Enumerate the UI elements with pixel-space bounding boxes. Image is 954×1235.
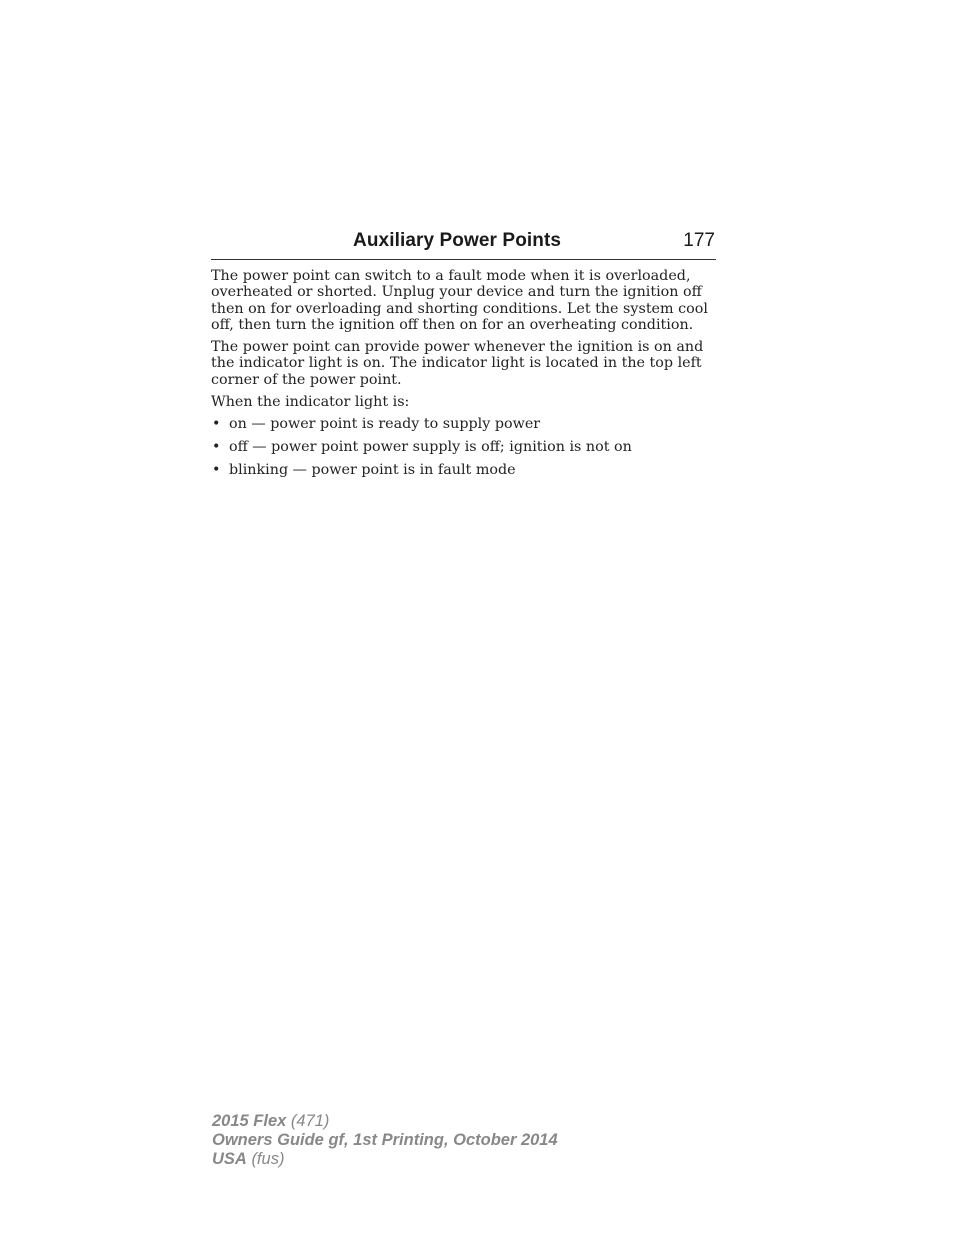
list-item-text: on — power point is ready to supply power	[229, 416, 541, 433]
footer-model-line	[212, 1112, 558, 1131]
list-item-text: blinking — power point is in fault mode	[229, 461, 516, 478]
footer-model: 2015 Flex	[212, 1112, 287, 1130]
indicator-state-list	[211, 416, 721, 477]
paragraph-power-availability: The power point can provide power whenever the ignition is on and the indicator light is on. The indicator light is located in the top left corner of the power point.	[211, 339, 704, 388]
section-title: Auxiliary Power Points	[353, 230, 562, 251]
bullet-icon: •	[212, 416, 221, 433]
footer-guide-edition: Owners Guide gf, 1st Printing, October 2014	[212, 1131, 558, 1149]
footer-guide-line	[212, 1131, 558, 1150]
body-content	[211, 268, 721, 484]
footer-market-code: (fus)	[251, 1150, 285, 1168]
list-item	[211, 416, 721, 432]
list-item	[211, 462, 721, 478]
page-footer	[212, 1112, 558, 1169]
footer-model-code: (471)	[290, 1112, 330, 1130]
footer-market-line	[212, 1150, 558, 1169]
paragraph-fault-mode: The power point can switch to a fault mode when it is overloaded, overheated or shorted. Unplug your device and turn the ignition off then on for overloading and shorting conditions. Let the system cool off, then turn the ignition off then on for an overheating condition.	[211, 268, 708, 333]
page-number: 177	[683, 230, 715, 251]
footer-market: USA	[212, 1150, 247, 1168]
paragraph-indicator-intro: When the indicator light is:	[211, 394, 410, 411]
bullet-icon: •	[212, 461, 221, 478]
bullet-icon: •	[212, 438, 221, 455]
list-item	[211, 439, 721, 455]
page-header	[211, 229, 716, 260]
list-item-text: off — power point power supply is off; ignition is not on	[229, 438, 632, 455]
